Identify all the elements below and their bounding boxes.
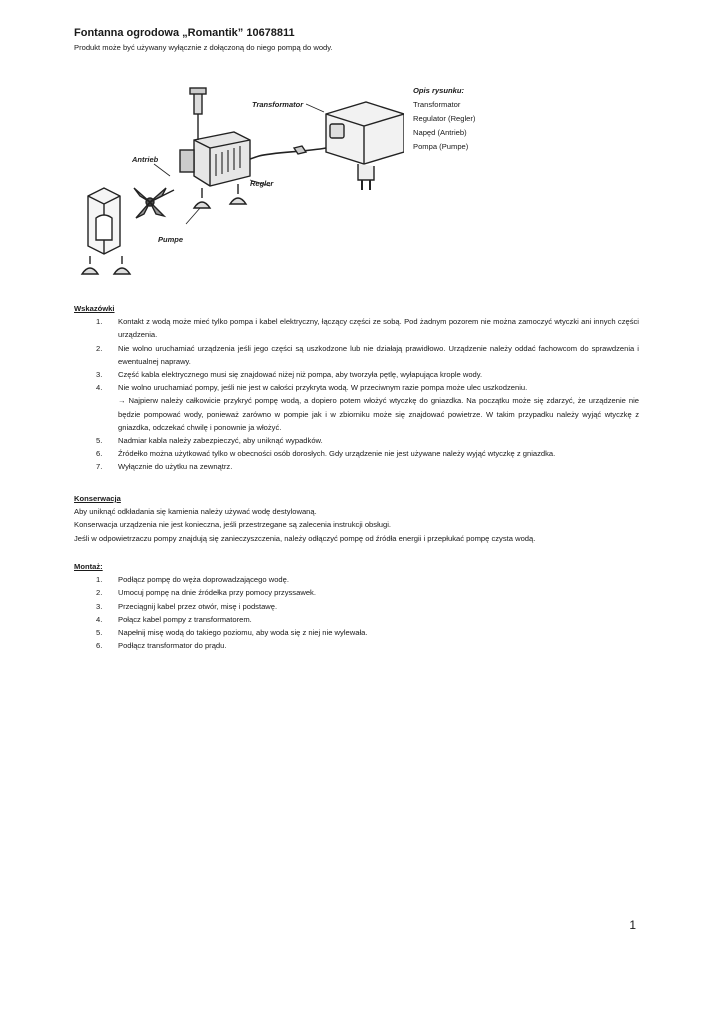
list-text: Wyłącznie do użytku na zewnątrz. [118, 462, 233, 472]
page-number: 1 [629, 918, 636, 932]
suction-cups-pump [194, 184, 246, 208]
list-number: 2. [96, 588, 103, 598]
list-text: Podłącz transformator do prądu. [118, 641, 227, 651]
paragraph-line: Jeśli w odpowietrzaczu pompy znajdują się zanieczyszczenia, należy odłączyć pompę od źródła energii i przepłukać pompę czysta wodą. [74, 533, 536, 543]
label-regler: Regler [250, 179, 274, 188]
list-number: 1. [96, 575, 103, 585]
list-text: Napełnij misę wodą do takiego poziomu, aby woda się z niej nie wylewała. [118, 628, 368, 638]
legend-item: Regulator (Regler) [413, 114, 476, 123]
list-note: → Najpierw należy całkowicie przykryć pompę wodą, a dopiero potem włożyć wtyczkę do gniazdka. Na początku może się zdarzyć, że urządzenie nie będzie pompować wody, ponieważ zarówno w pompie jak i w zbiorniku może się znajdować powietrze. W takim przypadku należy wyjąć wtyczkę z gniazdka, odczekać chwilę i ponownie ja włożyć. [118, 396, 639, 432]
legend-title: Opis rysunku: [413, 86, 465, 95]
list-number: 6. [96, 449, 103, 459]
paragraph-line: Konserwacja urządzenia nie jest konieczna, jeśli przestrzegane są zalecenia instrukcji obsługi. [74, 520, 391, 530]
list-item [74, 315, 639, 341]
list-number: 3. [96, 601, 103, 611]
list-item [74, 434, 639, 447]
list-number: 7. [96, 462, 103, 472]
list-text: Nie wolno uruchamiać pompy, jeśli nie jest w całości przykryta wodą. W przeciwnym razie pompa może ulec uszkodzeniu. [118, 383, 528, 393]
list-number: 3. [96, 370, 103, 380]
section-montaz [74, 560, 639, 652]
list-text: Umocuj pompę na dnie źródełka przy pomocy przyssawek. [118, 588, 316, 598]
list-text: Nie wolno uruchamiać urządzenia jeśli jego części są uszkodzone lub nie działają prawidłowo. Urządzenie należy oddać fachowcom do sprawdzenia i ewentualnej naprawy. [118, 343, 639, 366]
transformer-knob [330, 124, 344, 138]
list-number: 5. [96, 628, 103, 638]
list-text: Podłącz pompę do węża doprowadzającego wodę. [118, 575, 289, 585]
pump-inlet [180, 150, 194, 172]
list-wskazowki [74, 315, 639, 473]
list-item [74, 600, 639, 613]
product-diagram-svg [74, 68, 404, 290]
list-number: 4. [96, 614, 103, 624]
paragraph-line: Aby uniknąć odkładania się kamienia należy używać wodę destylowaną. [74, 507, 317, 517]
list-text: Źródełko można użytkować tylko w obecności osób dorosłych. Gdy urządzenie nie jest używane należy wyjąć wtyczkę z gniazdka. [118, 449, 556, 459]
section-heading-konserwacja: Konserwacja [74, 494, 121, 503]
list-item [74, 342, 639, 368]
list-item [74, 368, 639, 381]
impeller [134, 188, 174, 218]
list-text: Część kabla elektrycznego musi się znajdować niżej niż pompa, aby tworzyła pętlę, wyłapująca krople wody. [118, 370, 483, 380]
list-item [74, 460, 639, 473]
label-pumpe: Pumpe [158, 235, 184, 244]
list-number: 1. [96, 317, 103, 327]
label-transformator: Transformator [252, 100, 304, 109]
legend-item: Transformator [413, 100, 461, 109]
list-text: Nadmiar kabla należy zabezpieczyć, aby uniknąć wypadków. [118, 436, 323, 446]
list-item [74, 381, 639, 434]
figure-legend [413, 84, 475, 154]
list-text: Kontakt z wodą może mieć tylko pompa i kabel elektryczny, łączący części ze sobą. Pod żadnym pozorem nie można zamoczyć wtyczki ani innych części urządzenia. [118, 317, 639, 340]
section-heading-wskazowki: Wskazówki [74, 304, 115, 313]
section-heading-montaz: Montaż: [74, 562, 103, 571]
label-antrieb: Antrieb [132, 155, 159, 164]
list-item [74, 586, 639, 599]
list-text: Połącz kabel pompy z transformatorem. [118, 614, 252, 624]
list-number: 4. [96, 383, 103, 393]
list-number: 2. [96, 343, 103, 353]
list-number: 5. [96, 436, 103, 446]
list-montaz [74, 573, 639, 652]
list-item [74, 626, 639, 639]
list-item [74, 613, 639, 626]
transformer-plug [358, 164, 374, 180]
pump-nozzle [194, 92, 202, 114]
list-item [74, 447, 639, 460]
page-title: Fontanna ogrodowa „Romantik” 10678811 [74, 27, 295, 39]
legend-item: Pompa (Pumpe) [413, 142, 469, 151]
list-item [74, 573, 639, 586]
list-number: 6. [96, 641, 103, 651]
section-wskazowki [74, 302, 639, 474]
suction-cups-base [82, 256, 130, 274]
legend-item: Napęd (Antrieb) [413, 128, 467, 137]
list-item [74, 639, 639, 652]
section-konserwacja [74, 492, 639, 545]
list-text: Przeciągnij kabel przez otwór, misę i podstawę. [118, 601, 278, 611]
product-diagram [74, 68, 404, 290]
page-subtitle: Produkt może być używany wyłącznie z dołączoną do niego pompą do wody. [74, 43, 333, 52]
